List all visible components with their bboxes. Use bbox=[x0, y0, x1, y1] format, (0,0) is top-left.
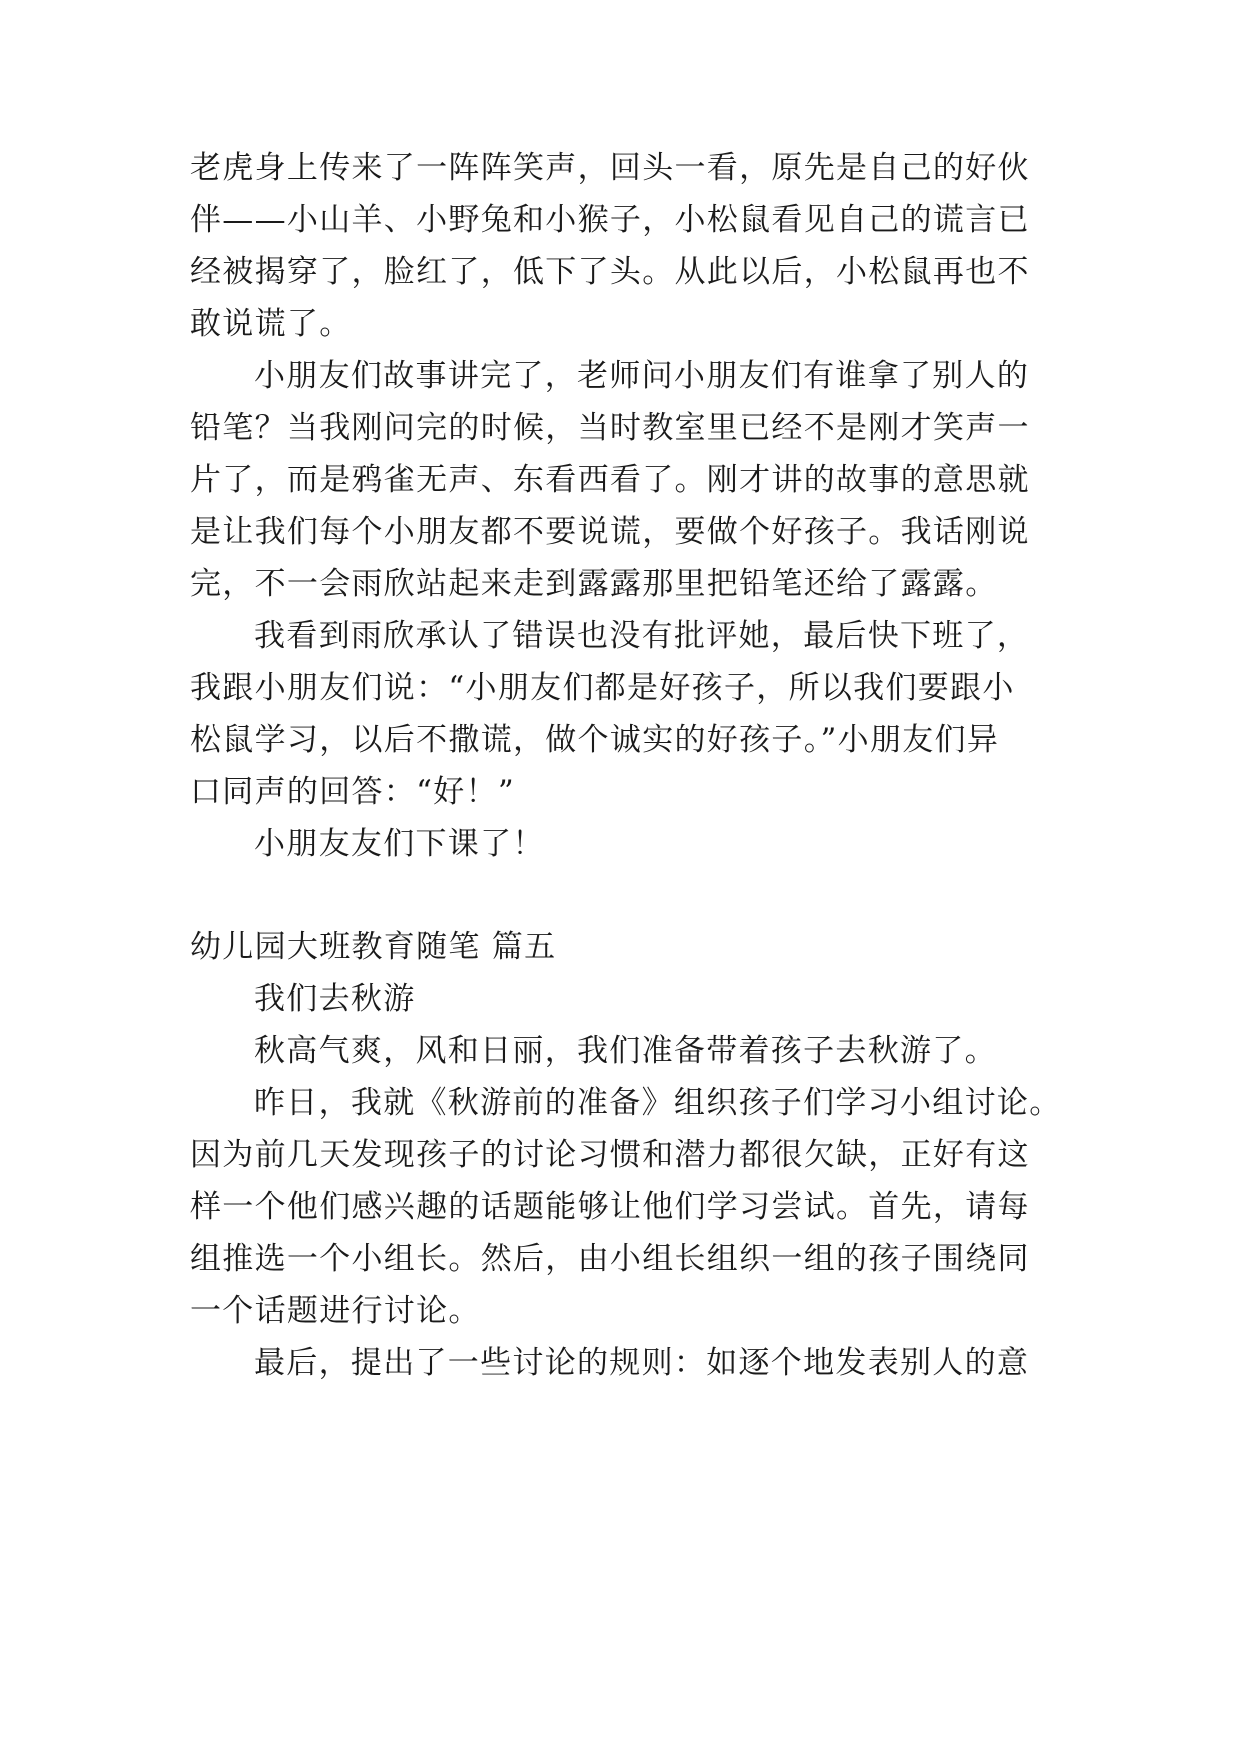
paragraph-8-line-4: 组推选一个小组长。然后，由小组长组织一组的孩子围绕同 bbox=[190, 1241, 1030, 1277]
paragraph-8-line-5: 一个话题进行讨论。 bbox=[190, 1293, 481, 1329]
paragraph-2-line-2: 铅笔？当我刚问完的时候，当时教室里已经不是刚才笑声一 bbox=[190, 410, 1030, 446]
paragraph-7-line-1: 秋高气爽，风和日丽，我们准备带着孩子去秋游了。 bbox=[254, 1033, 997, 1069]
paragraph-2-line-5: 完，不一会雨欣站起来走到露露那里把铅笔还给了露露。 bbox=[190, 566, 998, 602]
paragraph-1-line-3: 经被揭穿了，脸红了，低下了头。从此以后，小松鼠再也不 bbox=[190, 254, 1030, 290]
paragraph-4-line-1: 小朋友友们下课了！ bbox=[254, 826, 545, 862]
paragraph-9-line-1: 最后，提出了一些讨论的规则：如逐个地发表别人的意 bbox=[254, 1345, 1030, 1381]
paragraph-8-line-1: 昨日，我就《秋游前的准备》组织孩子们学习小组讨论。 bbox=[254, 1085, 1062, 1121]
paragraph-1-line-2: 伴——小山羊、小野兔和小猴子，小松鼠看见自己的谎言已 bbox=[190, 202, 1030, 238]
paragraph-3-line-4: 口同声的回答：“好！” bbox=[190, 774, 515, 810]
paragraph-8-line-2: 因为前几天发现孩子的讨论习惯和潜力都很欠缺，正好有这 bbox=[190, 1137, 1030, 1173]
section-heading: 幼儿园大班教育随笔 篇五 bbox=[190, 929, 557, 965]
paragraph-8-line-3: 样一个他们感兴趣的话题能够让他们学习尝试。首先，请每 bbox=[190, 1189, 1030, 1225]
paragraph-1-line-4: 敢说谎了。 bbox=[190, 306, 352, 342]
paragraph-2-line-4: 是让我们每个小朋友都不要说谎，要做个好孩子。我话刚说 bbox=[190, 514, 1030, 550]
paragraph-2-line-3: 片了，而是鸦雀无声、东看西看了。刚才讲的故事的意思就 bbox=[190, 462, 1030, 498]
paragraph-2-line-1: 小朋友们故事讲完了，老师问小朋友们有谁拿了别人的 bbox=[254, 358, 1030, 394]
paragraph-1-line-1: 老虎身上传来了一阵阵笑声，回头一看，原先是自己的好伙 bbox=[190, 150, 1030, 186]
paragraph-3-line-2: 我跟小朋友们说：“小朋友们都是好孩子，所以我们要跟小 bbox=[190, 670, 1015, 706]
paragraph-3-line-3: 松鼠学习，以后不撒谎，做个诚实的好孩子。”小朋友们异 bbox=[190, 722, 1000, 758]
section-subtitle: 我们去秋游 bbox=[254, 981, 416, 1017]
paragraph-3-line-1: 我看到雨欣承认了错误也没有批评她，最后快下班了， bbox=[254, 618, 1030, 654]
